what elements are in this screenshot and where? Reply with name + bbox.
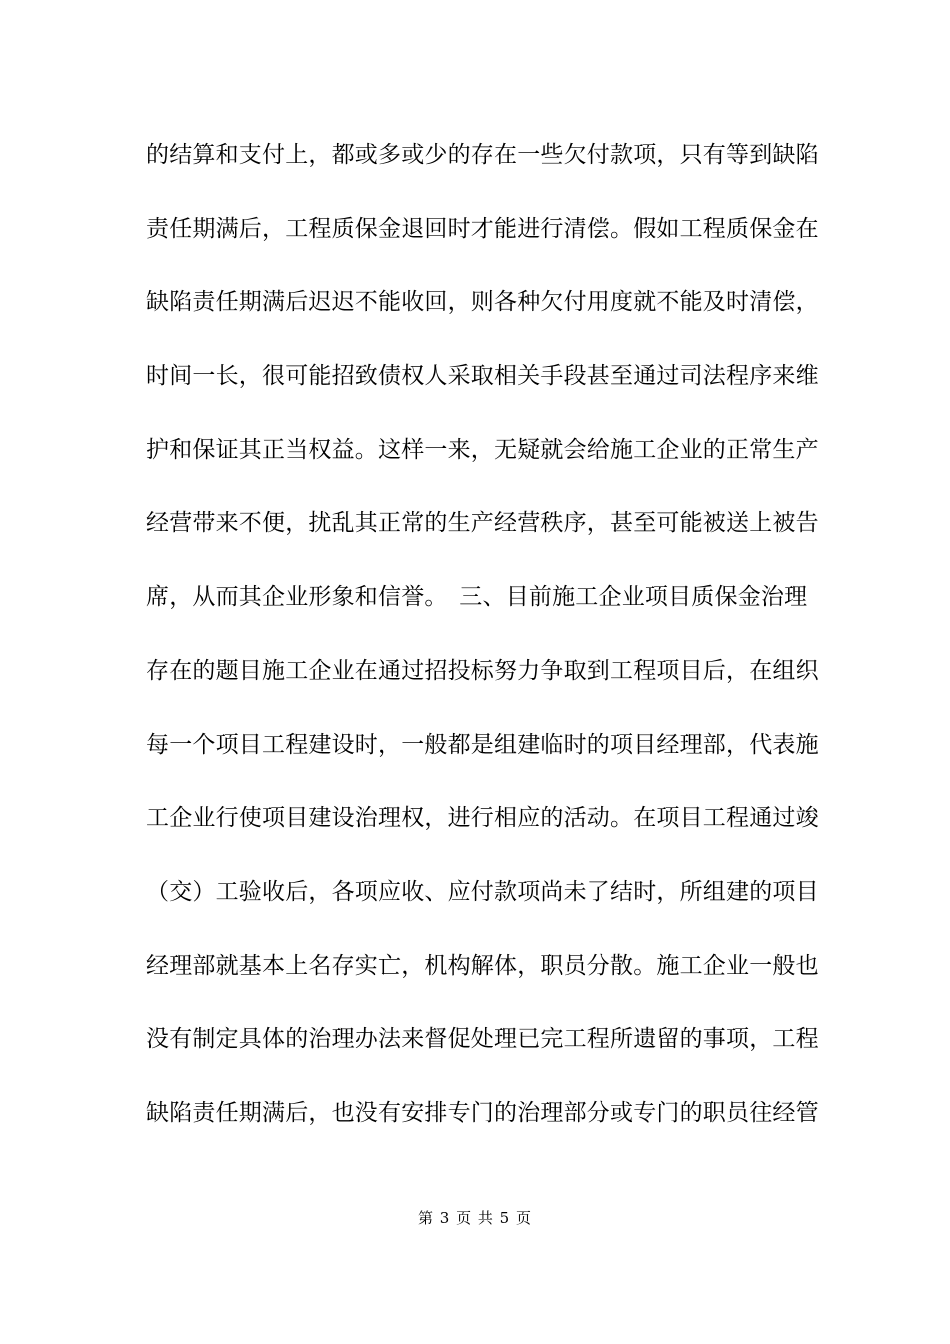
total-page-count: 5 bbox=[499, 1209, 511, 1227]
text-line-10: 工企业行使项目建设治理权，进行相应的活动。在项目工程通过竣 bbox=[146, 805, 819, 832]
text-line-11: （交）工验收后，各项应收、应付款项尚未了结时，所组建的项目 bbox=[146, 878, 819, 905]
text-line-6: 经营带来不便，扰乱其正常的生产经营秩序，甚至可能被送上被告 bbox=[146, 510, 819, 537]
text-line-4: 时间一长，很可能招致债权人采取相关手段甚至通过司法程序来维 bbox=[146, 363, 819, 390]
footer-suffix: 页 bbox=[516, 1209, 533, 1227]
text-line-5: 护和保证其正当权益。这样一来，无疑就会给施工企业的正常生产 bbox=[146, 436, 819, 463]
text-line-7: 席，从而其企业形象和信誉。 三、目前施工企业项目质保金治理 bbox=[146, 584, 808, 611]
current-page-number: 3 bbox=[439, 1209, 451, 1227]
footer-prefix: 第 bbox=[417, 1209, 434, 1227]
text-line-14: 缺陷责任期满后，也没有安排专门的治理部分或专门的职员往经管 bbox=[146, 1099, 819, 1126]
text-line-12: 经理部就基本上名存实亡，机构解体，职员分散。施工企业一般也 bbox=[146, 952, 819, 979]
body-text bbox=[146, 130, 819, 1162]
text-line-8: 存在的题目施工企业在通过招投标努力争取到工程项目后，在组织 bbox=[146, 657, 819, 684]
text-line-1: 的结算和支付上，都或多或少的存在一些欠付款项，只有等到缺陷 bbox=[146, 142, 819, 168]
text-line-9: 每一个项目工程建设时，一般都是组建临时的项目经理部，代表施 bbox=[146, 731, 819, 758]
text-line-13: 没有制定具体的治理办法来督促处理已完工程所遗留的事项，工程 bbox=[146, 1026, 819, 1053]
footer-middle: 页 共 bbox=[456, 1209, 494, 1227]
page-footer bbox=[0, 1208, 950, 1228]
text-line-3: 缺陷责任期满后迟迟不能收回，则各种欠付用度就不能及时清偿， bbox=[146, 289, 819, 316]
text-line-2: 责任期满后，工程质保金退回时才能进行清偿。假如工程质保金在 bbox=[146, 215, 819, 242]
